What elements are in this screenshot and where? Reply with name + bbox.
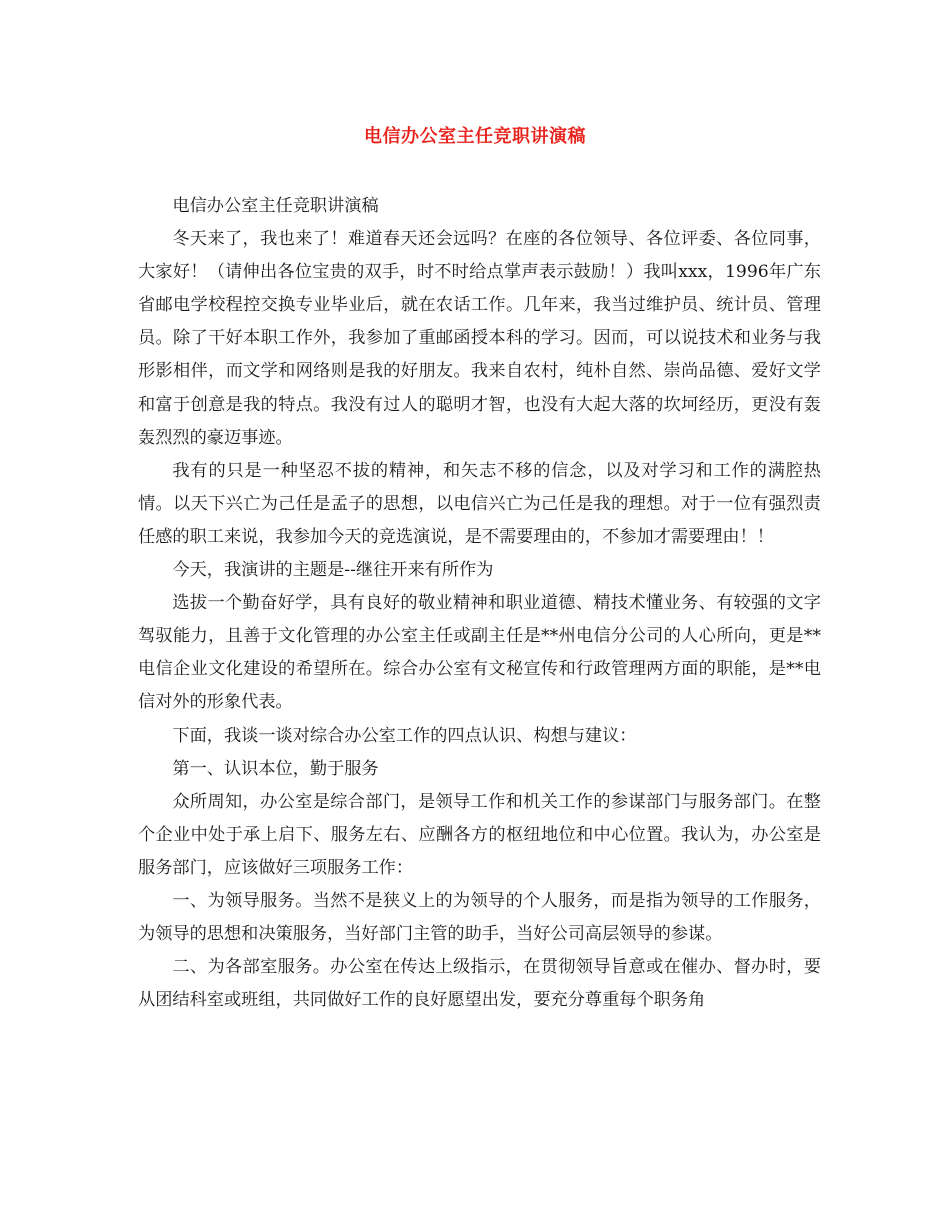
paragraph: 众所周知，办公室是综合部门，是领导工作和机关工作的参谋部门与服务部门。在整个企业中处于承上启下、服务左右、应酬各方的枢纽地位和中心位置。我认为，办公室是服务部门，应该做好三项服务工作： [138, 791, 821, 878]
paragraph: 电信办公室主任竞职讲演稿 [172, 196, 379, 216]
paragraph: 第一、认识本位，勤于服务 [172, 758, 379, 779]
paragraph: 我有的只是一种坚忍不拔的精神，和矢志不移的信念，以及对学习和工作的满腔热情。以天下兴亡为己任是孟子的思想，以电信兴亡为己任是我的理想。对于一位有强烈责任感的职工来说，我参加今天的竞选演说，是不需要理由的，不参加才需要理由！！ [138, 460, 821, 547]
document-body [138, 190, 821, 1017]
document-title: 电信办公室主任竞职讲演稿 [364, 126, 586, 147]
paragraph: 今天，我演讲的主题是--继往开来有所作为 [172, 560, 494, 581]
paragraph: 二、为各部室服务。办公室在传达上级指示，在贯彻领导旨意或在催办、督办时，要从团结科室或班组，共同做好工作的良好愿望出发，要充分尊重每个职务角 [138, 957, 821, 1011]
paragraph: 下面，我谈一谈对综合办公室工作的四点认识、构想与建议： [172, 725, 637, 746]
paragraph: 选拔一个勤奋好学，具有良好的敬业精神和职业道德、精技术懂业务、有较强的文字驾驭能力，且善于文化管理的办公室主任或副主任是**州电信分公司的人心所向，更是**电信企业文化建设的希望所在。综合办公室有文秘宣传和行政管理两方面的职能，是**电信对外的形象代表。 [138, 593, 821, 713]
paragraph: 一、为领导服务。当然不是狭义上的为领导的个人服务，而是指为领导的工作服务，为领导的思想和决策服务，当好部门主管的助手，当好公司高层领导的参谋。 [138, 890, 821, 945]
paragraph: 冬天来了，我也来了！难道春天还会远吗？在座的各位领导、各位评委、各位同事，大家好！（请伸出各位宝贵的双手，时不时给点掌声表示鼓励！）我叫xxx，1996年广东省邮电学校程控交换专业毕业后，就在农话工作。几年来，我当过维护员、统计员、管理员。除了干好本职工作外，我参加了重邮函授本科的学习。因而，可以说技术和业务与我形影相伴，而文学和网络则是我的好朋友。我来自农村，纯朴自然、崇尚品德、爱好文学和富于创意是我的特点。我没有过人的聪明才智，也没有大起大落的坎坷经历，更没有轰轰烈烈的豪迈事迹。 [138, 229, 821, 448]
